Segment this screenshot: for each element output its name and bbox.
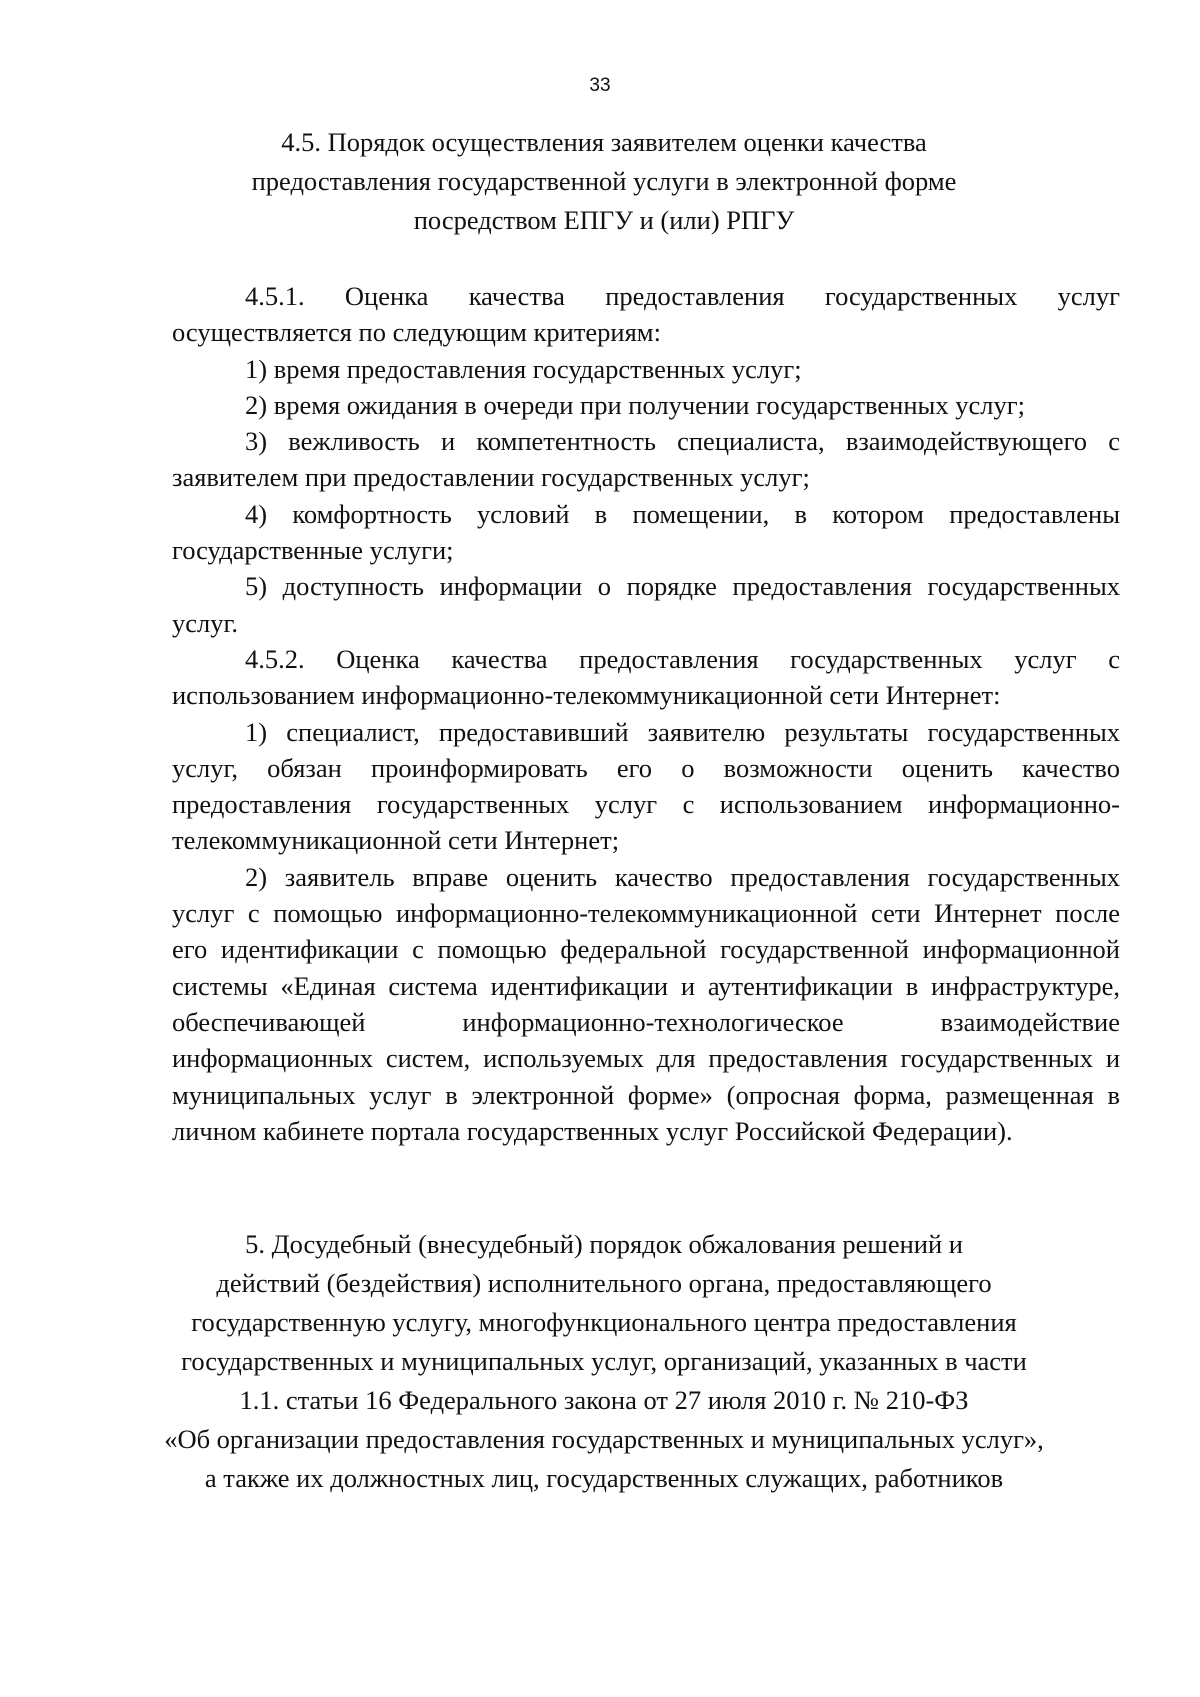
heading-line: государственную услугу, многофункционального центра предоставления	[191, 1307, 1017, 1337]
evaluation-item: 1) специалист, предоставивший заявителю результаты государственных услуг, обязан проинформировать его о возможности оценить качество предоставления государственных услуг с использованием информационно-телекоммуникационной сети Интернет;	[172, 716, 1120, 856]
heading-line: «Об организации предоставления государственных и муниципальных услуг»,	[164, 1424, 1044, 1454]
criterion-item: 3) вежливость и компетентность специалиста, взаимодействующего с заявителем при предоставлении государственных услуг;	[172, 426, 1120, 493]
heading-line: 5. Досудебный (внесудебный) порядок обжалования решений и	[245, 1229, 963, 1259]
heading-line: 1.1. статьи 16 Федерального закона от 27 июля 2010 г. № 210-ФЗ	[239, 1385, 969, 1415]
heading-line: государственных и муниципальных услуг, организаций, указанных в части	[181, 1346, 1027, 1376]
heading-line: предоставления государственной услуги в электронной форме	[251, 166, 957, 196]
heading-line: 4.5. Порядок осуществления заявителем оценки качества	[281, 127, 927, 157]
heading-line: посредством ЕПГУ и (или) РПГУ	[413, 205, 795, 235]
criterion-item: 4) комфортность условий в помещении, в котором предоставлены государственные услуги;	[172, 498, 1120, 566]
paragraph-4-5-2: 4.5.2. Оценка качества предоставления государственных услуг с использованием информационно-телекоммуникационной сети Интернет:	[172, 643, 1120, 711]
heading-line: а также их должностных лиц, государственных служащих, работников	[204, 1463, 1004, 1493]
criterion-item: 5) доступность информации о порядке предоставления государственных услуг.	[172, 571, 1120, 638]
heading-line: действий (бездействия) исполнительного органа, предоставляющего	[216, 1268, 992, 1298]
evaluation-item: 2) заявитель вправе оценить качество предоставления государственных услуг с помощью информационно-телекоммуникационной сети Интернет после его идентификации с помощью федеральной государственной информационной системы «Единая система идентификации и аутентификации в инфраструктуре, обеспечивающей информационно-технологическое взаимодействие информационных систем, используемых для предоставления государственных и муниципальных услуг в электронной форме» (опросная форма, размещенная в личном кабинете портала государственных услуг Российской Федерации).	[172, 861, 1120, 1146]
criterion-item: 2) время ожидания в очереди при получении государственных услуг;	[245, 389, 1025, 420]
page-number: 33	[589, 75, 611, 96]
section-5-heading	[154, 1225, 1054, 1498]
paragraph-4-5-1: 4.5.1. Оценка качества предоставления государственных услуг осуществляется по следующим критериям:	[172, 281, 1120, 348]
section-4-5-heading	[160, 123, 1048, 240]
criterion-item: 1) время предоставления государственных услуг;	[245, 353, 802, 384]
section-4-5-body	[172, 278, 1120, 1149]
